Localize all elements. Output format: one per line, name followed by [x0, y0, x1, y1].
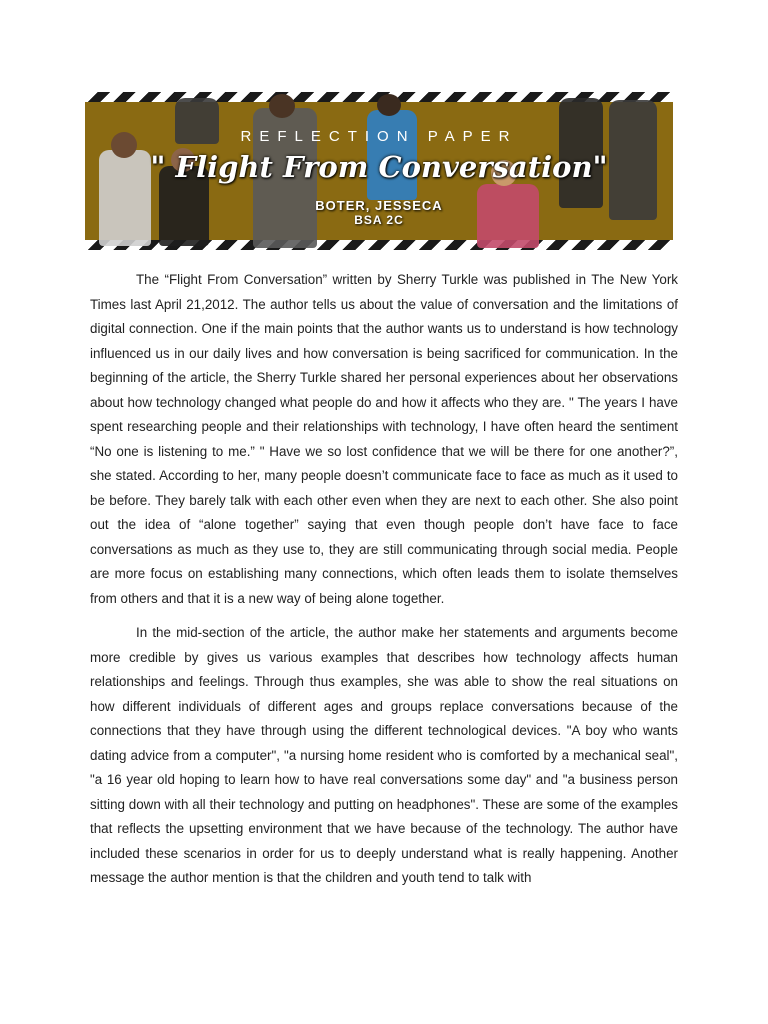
- banner-title: " Flight From Conversation": [150, 150, 608, 184]
- photo-person-4-head: [269, 94, 295, 118]
- photo-person-5-head: [377, 94, 401, 116]
- document-body: [90, 268, 678, 901]
- header-banner: [85, 92, 673, 250]
- banner-kicker: REFLECTION PAPER: [240, 128, 518, 145]
- banner-section: BSA 2C: [354, 213, 404, 227]
- paragraph-2: In the mid-section of the article, the author make her statements and arguments become more credible by gives us various examples that describes how technology affects human relationships and feelings. Through thus examples, she was able to show the real situations on how different individuals of different ages and groups replace conversations because of the connections that they have through using the different technological devices. "A boy who wants dating advice from a computer", "a nursing home resident who is comforted by a mechanical seal", "a 16 year old hoping to learn how to have real conversations some day" and "a business person sitting down with all their technology and putting on headphones". These are some of the examples that reflects the upsetting environment that we have because of the technology. The author have included these scenarios in order for us to deeply understand what is really happening. Another message the author mention is that the children and youth tend to talk with: [90, 625, 678, 885]
- paragraph-1: The “Flight From Conversation” written by Sherry Turkle was published in The New York Times last April 21,2012. The author tells us about the value of conversation and the limitations of digital connection. One if the main points that the author wants us to understand is how technology influenced us in our daily lives and how conversation is being sacrificed for communication. In the beginning of the article, the Sherry Turkle shared her personal experiences about her observations about how technology changed what people do and how it affects who they are. " The years I have spent researching people and their relationships with technology, I have often heard the sentiment “No one is listening to me.” " Have we so lost confidence that we will be there for one another?”, she stated. According to her, many people doesn’t communicate face to face as much as it used to be before. They barely talk with each other even when they are next to each other. She also point out the idea of “alone together” saying that even though people don’t have face to face conversations as much as they use to, they are still communicating through social media. People are more focus on establishing many connections, which often leads them to isolate themselves from others and that it is a new way of being alone together.: [90, 272, 678, 606]
- banner-author: BOTER, JESSECA: [315, 198, 443, 213]
